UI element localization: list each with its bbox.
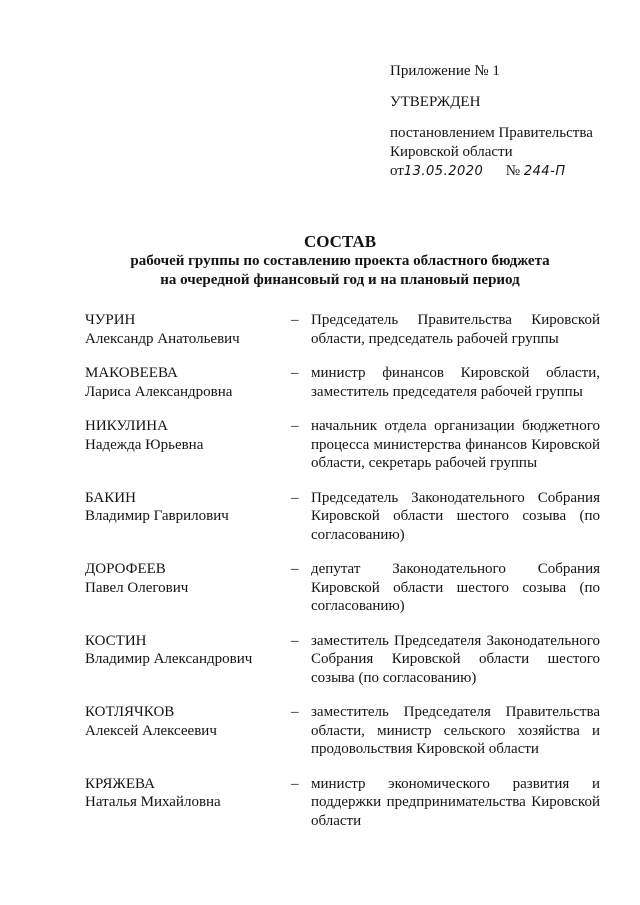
member-separator: – xyxy=(291,632,299,649)
member-separator: – xyxy=(291,489,299,506)
member-name xyxy=(85,560,285,597)
member-row xyxy=(85,311,600,348)
title-line-2: на очередной финансовый год и на плановый период xyxy=(160,272,520,288)
member-name xyxy=(85,364,285,401)
member-name xyxy=(85,703,285,740)
member-row xyxy=(85,560,600,616)
member-role: депутат Законодательного Собрания Кировской области шестого созыва (по согласованию) xyxy=(311,561,600,614)
appendix-number: Приложение № 1 xyxy=(390,63,500,79)
member-separator: – xyxy=(291,418,299,434)
member-row xyxy=(85,632,600,688)
member-surname: НИКУЛИНА xyxy=(85,418,168,434)
member-list xyxy=(85,311,600,830)
handwritten-number: 244-П xyxy=(523,164,566,179)
member-given-names: Надежда Юрьевна xyxy=(85,436,204,453)
member-given-names: Владимир Александрович xyxy=(85,651,253,667)
member-surname: ЧУРИН xyxy=(85,312,136,328)
decree-line-1: постановлением Правительства xyxy=(390,125,593,141)
document-title xyxy=(80,232,600,290)
member-role: Председатель Правительства Кировской области, председатель рабочей группы xyxy=(311,312,600,347)
member-surname: КОСТИН xyxy=(85,632,147,649)
number-prefix: № xyxy=(505,163,521,179)
member-surname: ДОРОФЕЕВ xyxy=(85,561,166,577)
decree-line-2: Кировской области xyxy=(390,144,513,160)
member-name xyxy=(85,632,285,669)
title-line-1: рабочей группы по составлению проекта областного бюджета xyxy=(130,253,550,269)
member-separator: – xyxy=(291,704,299,720)
member-row xyxy=(85,364,600,401)
member-separator: – xyxy=(291,312,299,328)
member-separator: – xyxy=(291,365,299,381)
member-row xyxy=(85,775,600,831)
member-role: Председатель Законодательного Собрания Кировской области шестого созыва (по согласованию) xyxy=(311,489,600,543)
member-given-names: Павел Олегович xyxy=(85,579,189,596)
approval-stamp xyxy=(390,62,620,181)
member-row xyxy=(85,489,600,545)
title-heading: СОСТАВ xyxy=(303,232,377,251)
member-name xyxy=(85,417,285,454)
date-prefix: от xyxy=(390,163,404,179)
member-given-names: Лариса Александровна xyxy=(85,383,233,400)
member-separator: – xyxy=(291,775,299,792)
member-separator: – xyxy=(291,561,299,577)
member-surname: БАКИН xyxy=(85,489,136,506)
handwritten-date: 13.05.2020 xyxy=(403,164,484,179)
member-name xyxy=(85,489,285,526)
member-row xyxy=(85,703,600,759)
member-given-names: Александр Анатольевич xyxy=(85,330,240,347)
member-role: министр финансов Кировской области, заместитель председателя рабочей группы xyxy=(311,365,600,400)
member-given-names: Алексей Алексеевич xyxy=(85,722,217,739)
approved-label: УТВЕРЖДЕН xyxy=(390,94,481,110)
member-name xyxy=(85,311,285,348)
decree-date-line xyxy=(390,162,620,181)
member-row xyxy=(85,417,600,473)
member-role: заместитель Председателя Правительства области, министр сельского хозяйства и продовольствия Кировской области xyxy=(311,704,600,757)
member-surname: КОТЛЯЧКОВ xyxy=(85,704,175,720)
member-given-names: Наталья Михайловна xyxy=(85,794,221,810)
member-role: министр экономического развития и поддержки предпринимательства Кировской области xyxy=(311,775,600,829)
member-role: начальник отдела организации бюджетного процесса министерства финансов Кировской области, секретарь рабочей группы xyxy=(311,418,600,471)
member-given-names: Владимир Гаврилович xyxy=(85,508,229,524)
member-surname: КРЯЖЕВА xyxy=(85,775,155,792)
member-name xyxy=(85,775,285,812)
member-role: заместитель Председателя Законодательного Собрания Кировской области шестого созыва (по согласованию) xyxy=(311,632,600,686)
member-surname: МАКОВЕЕВА xyxy=(85,365,178,381)
